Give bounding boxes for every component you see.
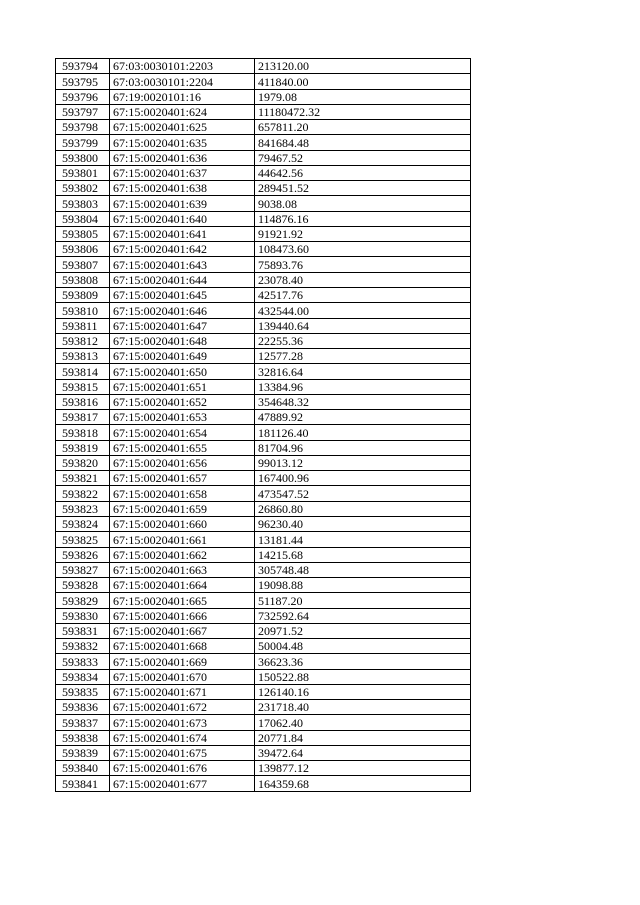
row-number-cell: 593806 bbox=[56, 242, 110, 257]
cadastral-number-cell: 67:15:0020401:625 bbox=[110, 120, 255, 135]
table-row bbox=[56, 455, 471, 470]
cadastral-number-cell: 67:15:0020401:624 bbox=[110, 104, 255, 119]
value-cell: 1979.08 bbox=[255, 89, 471, 104]
cadastral-number-cell: 67:15:0020401:671 bbox=[110, 684, 255, 699]
row-number-cell: 593810 bbox=[56, 303, 110, 318]
row-number-cell: 593827 bbox=[56, 562, 110, 577]
row-number-cell: 593809 bbox=[56, 287, 110, 302]
cadastral-number-cell: 67:15:0020401:662 bbox=[110, 547, 255, 562]
value-cell: 39472.64 bbox=[255, 745, 471, 760]
cadastral-number-cell: 67:15:0020401:660 bbox=[110, 516, 255, 531]
cadastral-number-cell: 67:15:0020401:638 bbox=[110, 181, 255, 196]
row-number-cell: 593801 bbox=[56, 165, 110, 180]
value-cell: 17062.40 bbox=[255, 715, 471, 730]
value-cell: 44642.56 bbox=[255, 165, 471, 180]
value-cell: 432544.00 bbox=[255, 303, 471, 318]
value-cell: 289451.52 bbox=[255, 181, 471, 196]
row-number-cell: 593812 bbox=[56, 333, 110, 348]
row-number-cell: 593831 bbox=[56, 623, 110, 638]
table-row bbox=[56, 761, 471, 776]
table-row bbox=[56, 242, 471, 257]
table-row bbox=[56, 623, 471, 638]
row-number-cell: 593841 bbox=[56, 776, 110, 791]
value-cell: 473547.52 bbox=[255, 486, 471, 501]
row-number-cell: 593808 bbox=[56, 272, 110, 287]
table-row bbox=[56, 486, 471, 501]
cadastral-number-cell: 67:15:0020401:644 bbox=[110, 272, 255, 287]
value-cell: 20771.84 bbox=[255, 730, 471, 745]
table-row bbox=[56, 440, 471, 455]
table-row bbox=[56, 303, 471, 318]
table-row bbox=[56, 654, 471, 669]
row-number-cell: 593800 bbox=[56, 150, 110, 165]
row-number-cell: 593839 bbox=[56, 745, 110, 760]
table-row bbox=[56, 349, 471, 364]
row-number-cell: 593807 bbox=[56, 257, 110, 272]
row-number-cell: 593817 bbox=[56, 410, 110, 425]
cadastral-number-cell: 67:15:0020401:652 bbox=[110, 394, 255, 409]
table-row bbox=[56, 578, 471, 593]
cadastral-number-cell: 67:15:0020401:677 bbox=[110, 776, 255, 791]
value-cell: 50004.48 bbox=[255, 639, 471, 654]
row-number-cell: 593836 bbox=[56, 700, 110, 715]
row-number-cell: 593822 bbox=[56, 486, 110, 501]
cadastral-number-cell: 67:15:0020401:643 bbox=[110, 257, 255, 272]
value-cell: 91921.92 bbox=[255, 226, 471, 241]
cadastral-number-cell: 67:15:0020401:673 bbox=[110, 715, 255, 730]
cadastral-number-cell: 67:15:0020401:661 bbox=[110, 532, 255, 547]
table-row bbox=[56, 715, 471, 730]
value-cell: 20971.52 bbox=[255, 623, 471, 638]
table-row bbox=[56, 104, 471, 119]
row-number-cell: 593794 bbox=[56, 59, 110, 74]
cadastral-number-cell: 67:15:0020401:647 bbox=[110, 318, 255, 333]
cadastral-number-cell: 67:15:0020401:658 bbox=[110, 486, 255, 501]
cadastral-number-cell: 67:15:0020401:675 bbox=[110, 745, 255, 760]
row-number-cell: 593823 bbox=[56, 501, 110, 516]
cadastral-number-cell: 67:15:0020401:641 bbox=[110, 226, 255, 241]
value-cell: 231718.40 bbox=[255, 700, 471, 715]
value-cell: 13181.44 bbox=[255, 532, 471, 547]
value-cell: 181126.40 bbox=[255, 425, 471, 440]
cadastral-number-cell: 67:19:0020101:16 bbox=[110, 89, 255, 104]
value-cell: 213120.00 bbox=[255, 59, 471, 74]
table-row bbox=[56, 425, 471, 440]
value-cell: 75893.76 bbox=[255, 257, 471, 272]
table-row bbox=[56, 471, 471, 486]
table-row bbox=[56, 410, 471, 425]
table-row bbox=[56, 211, 471, 226]
value-cell: 841684.48 bbox=[255, 135, 471, 150]
cadastral-number-cell: 67:15:0020401:646 bbox=[110, 303, 255, 318]
row-number-cell: 593814 bbox=[56, 364, 110, 379]
row-number-cell: 593826 bbox=[56, 547, 110, 562]
value-cell: 139877.12 bbox=[255, 761, 471, 776]
cadastral-number-cell: 67:15:0020401:676 bbox=[110, 761, 255, 776]
row-number-cell: 593840 bbox=[56, 761, 110, 776]
cadastral-number-cell: 67:15:0020401:645 bbox=[110, 287, 255, 302]
table-row bbox=[56, 547, 471, 562]
value-cell: 354648.32 bbox=[255, 394, 471, 409]
cadastral-number-cell: 67:15:0020401:665 bbox=[110, 593, 255, 608]
row-number-cell: 593796 bbox=[56, 89, 110, 104]
value-cell: 732592.64 bbox=[255, 608, 471, 623]
value-cell: 23078.40 bbox=[255, 272, 471, 287]
cadastral-number-cell: 67:03:0030101:2204 bbox=[110, 74, 255, 89]
row-number-cell: 593813 bbox=[56, 349, 110, 364]
table-row bbox=[56, 135, 471, 150]
table-row bbox=[56, 608, 471, 623]
value-cell: 47889.92 bbox=[255, 410, 471, 425]
value-cell: 42517.76 bbox=[255, 287, 471, 302]
cadastral-number-cell: 67:15:0020401:664 bbox=[110, 578, 255, 593]
cadastral-number-cell: 67:15:0020401:659 bbox=[110, 501, 255, 516]
cadastral-number-cell: 67:15:0020401:651 bbox=[110, 379, 255, 394]
row-number-cell: 593799 bbox=[56, 135, 110, 150]
table-row bbox=[56, 669, 471, 684]
cadastral-number-cell: 67:15:0020401:637 bbox=[110, 165, 255, 180]
cadastral-number-cell: 67:15:0020401:635 bbox=[110, 135, 255, 150]
cadastral-number-cell: 67:15:0020401:636 bbox=[110, 150, 255, 165]
row-number-cell: 593816 bbox=[56, 394, 110, 409]
cadastral-number-cell: 67:15:0020401:669 bbox=[110, 654, 255, 669]
row-number-cell: 593833 bbox=[56, 654, 110, 669]
cadastral-number-cell: 67:03:0030101:2203 bbox=[110, 59, 255, 74]
table-row bbox=[56, 181, 471, 196]
cadastral-number-cell: 67:15:0020401:653 bbox=[110, 410, 255, 425]
cadastral-number-cell: 67:15:0020401:640 bbox=[110, 211, 255, 226]
value-cell: 305748.48 bbox=[255, 562, 471, 577]
value-cell: 22255.36 bbox=[255, 333, 471, 348]
table-row bbox=[56, 684, 471, 699]
cadastral-number-cell: 67:15:0020401:642 bbox=[110, 242, 255, 257]
cadastral-number-cell: 67:15:0020401:648 bbox=[110, 333, 255, 348]
table-row bbox=[56, 776, 471, 791]
value-cell: 139440.64 bbox=[255, 318, 471, 333]
table-row bbox=[56, 59, 471, 74]
row-number-cell: 593815 bbox=[56, 379, 110, 394]
cadastral-number-cell: 67:15:0020401:656 bbox=[110, 455, 255, 470]
cadastral-number-cell: 67:15:0020401:666 bbox=[110, 608, 255, 623]
row-number-cell: 593824 bbox=[56, 516, 110, 531]
value-cell: 32816.64 bbox=[255, 364, 471, 379]
value-cell: 114876.16 bbox=[255, 211, 471, 226]
value-cell: 51187.20 bbox=[255, 593, 471, 608]
row-number-cell: 593819 bbox=[56, 440, 110, 455]
table-row bbox=[56, 120, 471, 135]
value-cell: 26860.80 bbox=[255, 501, 471, 516]
value-cell: 167400.96 bbox=[255, 471, 471, 486]
table-row bbox=[56, 700, 471, 715]
value-cell: 150522.88 bbox=[255, 669, 471, 684]
table-row bbox=[56, 639, 471, 654]
table-row bbox=[56, 196, 471, 211]
table-row bbox=[56, 89, 471, 104]
cadastral-number-cell: 67:15:0020401:654 bbox=[110, 425, 255, 440]
cadastral-number-cell: 67:15:0020401:663 bbox=[110, 562, 255, 577]
row-number-cell: 593797 bbox=[56, 104, 110, 119]
row-number-cell: 593838 bbox=[56, 730, 110, 745]
cadastral-number-cell: 67:15:0020401:672 bbox=[110, 700, 255, 715]
cadastral-number-cell: 67:15:0020401:649 bbox=[110, 349, 255, 364]
cadastral-number-cell: 67:15:0020401:667 bbox=[110, 623, 255, 638]
cadastral-number-cell: 67:15:0020401:650 bbox=[110, 364, 255, 379]
row-number-cell: 593798 bbox=[56, 120, 110, 135]
row-number-cell: 593821 bbox=[56, 471, 110, 486]
table-row bbox=[56, 516, 471, 531]
cadastral-value-table bbox=[55, 58, 471, 792]
table-row bbox=[56, 287, 471, 302]
value-cell: 36623.36 bbox=[255, 654, 471, 669]
row-number-cell: 593832 bbox=[56, 639, 110, 654]
value-cell: 14215.68 bbox=[255, 547, 471, 562]
document-page bbox=[55, 58, 471, 792]
row-number-cell: 593804 bbox=[56, 211, 110, 226]
row-number-cell: 593829 bbox=[56, 593, 110, 608]
table-row bbox=[56, 318, 471, 333]
row-number-cell: 593805 bbox=[56, 226, 110, 241]
value-cell: 13384.96 bbox=[255, 379, 471, 394]
value-cell: 81704.96 bbox=[255, 440, 471, 455]
row-number-cell: 593835 bbox=[56, 684, 110, 699]
cadastral-number-cell: 67:15:0020401:657 bbox=[110, 471, 255, 486]
value-cell: 12577.28 bbox=[255, 349, 471, 364]
row-number-cell: 593811 bbox=[56, 318, 110, 333]
value-cell: 164359.68 bbox=[255, 776, 471, 791]
table-row bbox=[56, 532, 471, 547]
row-number-cell: 593834 bbox=[56, 669, 110, 684]
cadastral-number-cell: 67:15:0020401:670 bbox=[110, 669, 255, 684]
row-number-cell: 593802 bbox=[56, 181, 110, 196]
table-row bbox=[56, 745, 471, 760]
row-number-cell: 593837 bbox=[56, 715, 110, 730]
table-body bbox=[56, 59, 471, 792]
row-number-cell: 593795 bbox=[56, 74, 110, 89]
cadastral-number-cell: 67:15:0020401:655 bbox=[110, 440, 255, 455]
table-row bbox=[56, 593, 471, 608]
table-row bbox=[56, 364, 471, 379]
table-row bbox=[56, 562, 471, 577]
row-number-cell: 593828 bbox=[56, 578, 110, 593]
table-row bbox=[56, 226, 471, 241]
row-number-cell: 593803 bbox=[56, 196, 110, 211]
row-number-cell: 593818 bbox=[56, 425, 110, 440]
value-cell: 657811.20 bbox=[255, 120, 471, 135]
table-row bbox=[56, 730, 471, 745]
cadastral-number-cell: 67:15:0020401:639 bbox=[110, 196, 255, 211]
row-number-cell: 593825 bbox=[56, 532, 110, 547]
table-row bbox=[56, 379, 471, 394]
table-row bbox=[56, 333, 471, 348]
table-row bbox=[56, 74, 471, 89]
row-number-cell: 593830 bbox=[56, 608, 110, 623]
value-cell: 411840.00 bbox=[255, 74, 471, 89]
value-cell: 126140.16 bbox=[255, 684, 471, 699]
value-cell: 79467.52 bbox=[255, 150, 471, 165]
cadastral-number-cell: 67:15:0020401:674 bbox=[110, 730, 255, 745]
value-cell: 99013.12 bbox=[255, 455, 471, 470]
table-row bbox=[56, 150, 471, 165]
value-cell: 9038.08 bbox=[255, 196, 471, 211]
value-cell: 108473.60 bbox=[255, 242, 471, 257]
table-row bbox=[56, 394, 471, 409]
value-cell: 19098.88 bbox=[255, 578, 471, 593]
table-row bbox=[56, 165, 471, 180]
value-cell: 96230.40 bbox=[255, 516, 471, 531]
row-number-cell: 593820 bbox=[56, 455, 110, 470]
table-row bbox=[56, 272, 471, 287]
table-row bbox=[56, 257, 471, 272]
cadastral-number-cell: 67:15:0020401:668 bbox=[110, 639, 255, 654]
value-cell: 11180472.32 bbox=[255, 104, 471, 119]
table-row bbox=[56, 501, 471, 516]
